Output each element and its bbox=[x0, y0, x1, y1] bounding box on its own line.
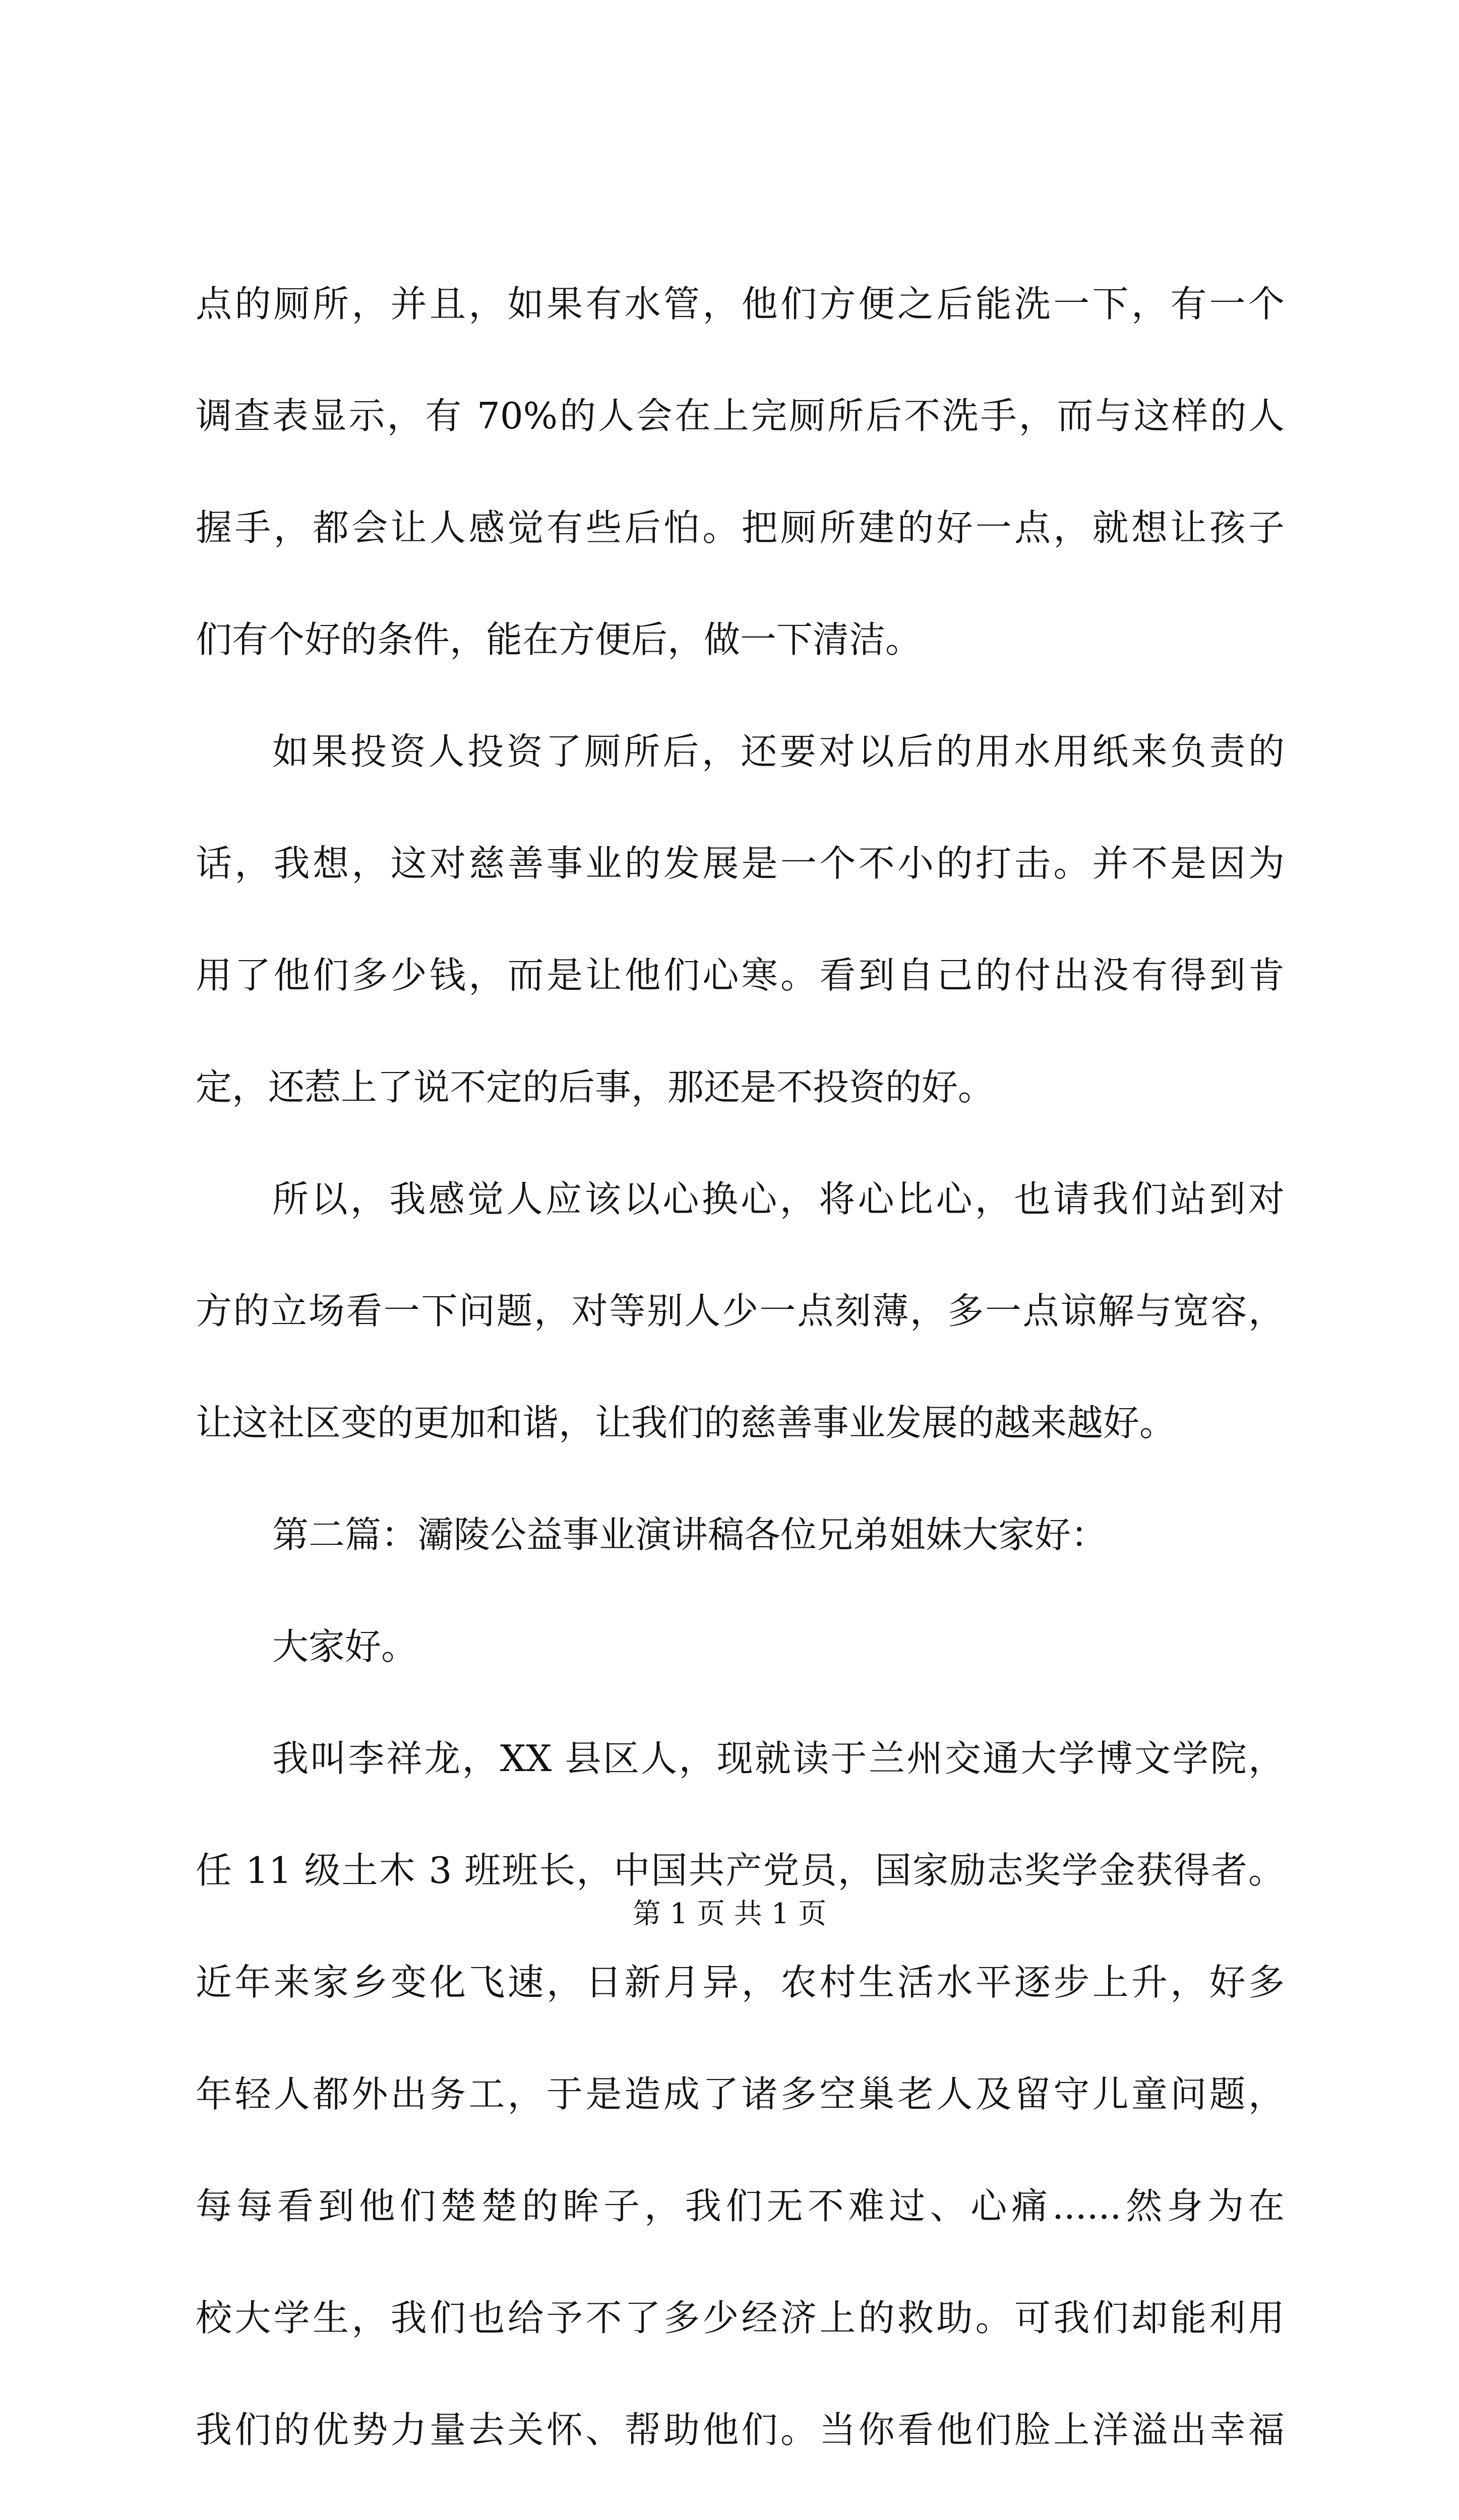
text-line bbox=[196, 2509, 1285, 2520]
text-line: 方的立场看一下问题，对等别人少一点刻薄，多一点谅解与宽容， bbox=[196, 1290, 1285, 1332]
text-line: 校大学生，我们也给予不了多少经济上的救助。可我们却能利用 bbox=[196, 2297, 1285, 2339]
text-line: 点的厕所，并且，如果有水管，他们方便之后能洗一下，有一个 bbox=[196, 283, 1285, 325]
text-line: 我叫李祥龙，XX 县区人，现就读于兰州交通大学博文学院， bbox=[272, 1737, 1285, 1780]
text-line: 们有个好的条件，能在方便后，做一下清洁。 bbox=[196, 618, 922, 661]
text-line: 第二篇：灞陵公益事业演讲稿各位兄弟姐妹大家好： bbox=[272, 1514, 1108, 1556]
page-footer: 第 1 页 共 1 页 bbox=[632, 1898, 827, 1930]
text-line: 任 11 级土木 3 班班长，中国共产党员，国家励志奖学金获得者。 bbox=[196, 1849, 1285, 1892]
text-line: 如果投资人投资了厕所后，还要对以后的用水用纸来负责的 bbox=[272, 730, 1285, 773]
text-line: 用了他们多少钱，而是让他们心寒。看到自己的付出没有得到肯 bbox=[196, 954, 1285, 996]
text-line: 让这社区变的更加和谐，让我们的慈善事业发展的越来越好。 bbox=[196, 1402, 1176, 1444]
text-line: 每每看到他们楚楚的眸子，我们无不难过、心痛......然身为在 bbox=[196, 2185, 1285, 2227]
document-body bbox=[196, 271, 1285, 2520]
text-line: 年轻人都外出务工，于是造成了诸多空巢老人及留守儿童问题， bbox=[196, 2073, 1285, 2115]
text-line: 大家好。 bbox=[272, 1625, 418, 1668]
text-line: 我们的优势力量去关怀、帮助他们。当你看他们脸上洋溢出幸福 bbox=[196, 2409, 1285, 2451]
text-line: 所以，我感觉人应该以心换心，将心比心，也请我们站到对 bbox=[272, 1178, 1285, 1220]
text-line: 话，我想，这对慈善事业的发展是一个不小的打击。并不是因为 bbox=[196, 842, 1285, 885]
text-line: 近年来家乡变化飞速，日新月异，农村生活水平逐步上升，好多 bbox=[196, 1961, 1285, 2003]
text-line: 定，还惹上了说不定的后事，那还是不投资的好。 bbox=[196, 1066, 995, 1108]
text-line: 握手，都会让人感觉有些后怕。把厕所建的好一点，就想让孩子 bbox=[196, 507, 1285, 549]
text-line: 调查表显示，有 70%的人会在上完厕所后不洗手，而与这样的人 bbox=[196, 395, 1285, 437]
